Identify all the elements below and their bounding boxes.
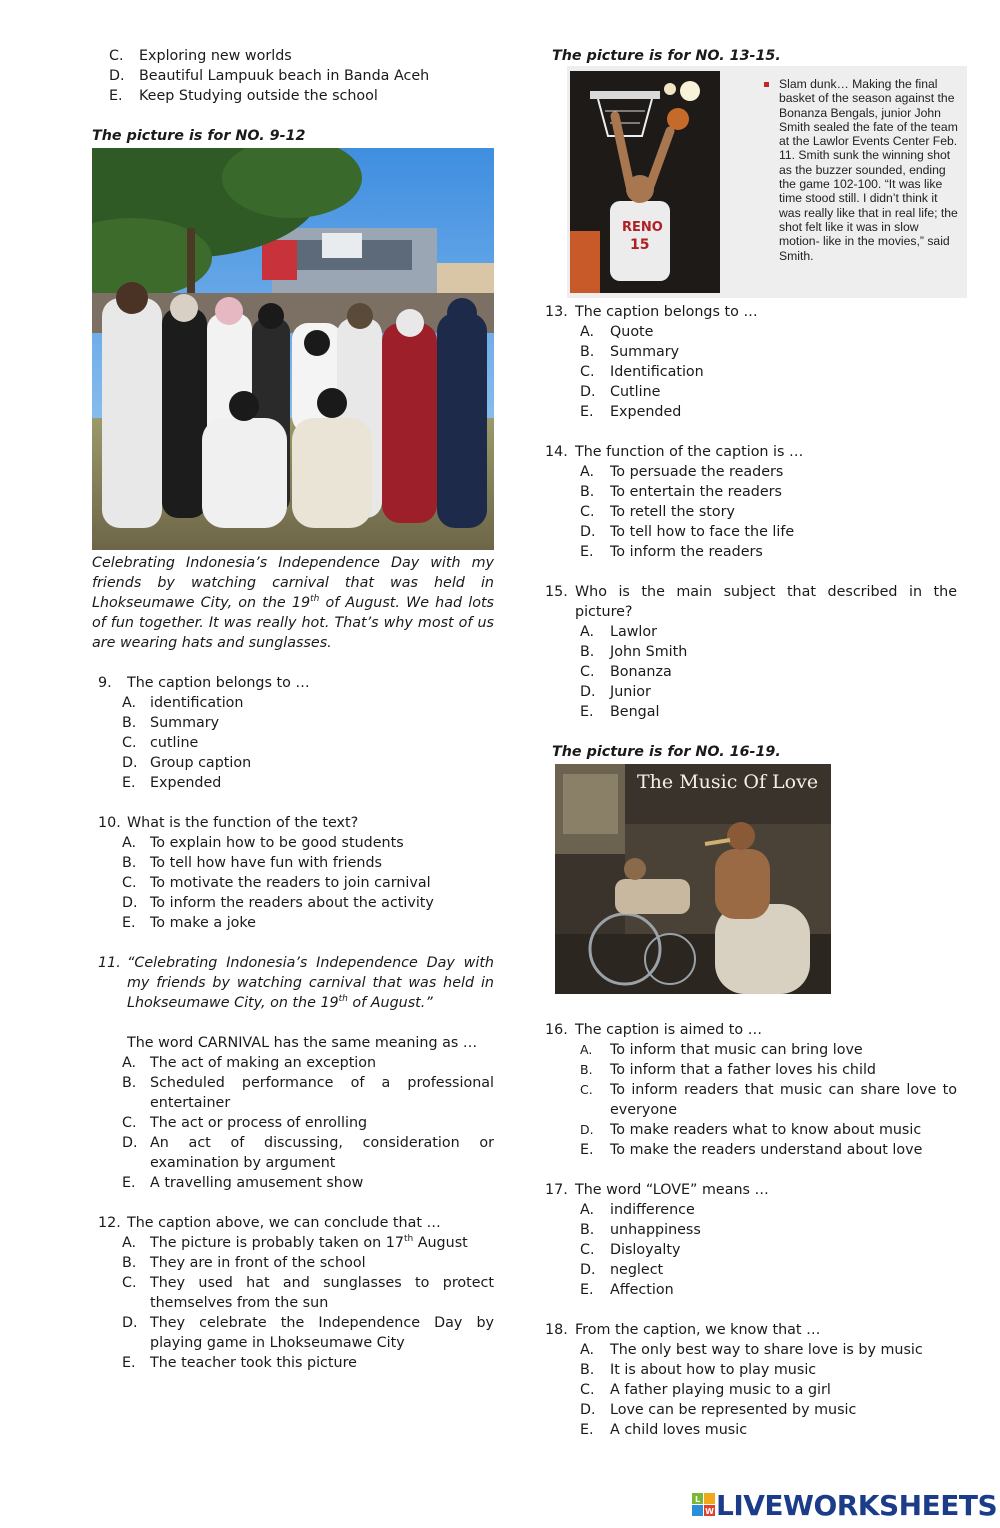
question-10: [92, 813, 494, 933]
q14-option-c[interactable]: C. To retell the story: [580, 504, 735, 520]
q9-option-a[interactable]: A. identification: [122, 695, 244, 711]
liveworksheets-logo-icon: [692, 1491, 716, 1519]
q11-option-b[interactable]: B. Scheduled performance of a professional entertainer: [122, 1075, 494, 1111]
question-11-stem: The word CARNIVAL has the same meaning as …: [127, 1035, 478, 1051]
bullet-marker: [764, 77, 774, 87]
question-11-quote: 11. “Celebrating Indonesia’s Independence Day with my friends by watching carnival that was held in Lhokseumawe City, on the 19th of August.”: [98, 955, 494, 1011]
q10-option-e[interactable]: E. To make a joke: [122, 915, 256, 931]
right-column: [545, 46, 957, 1440]
q11-option-a[interactable]: A. The act of making an exception: [122, 1055, 377, 1071]
question-11-options: [92, 1053, 494, 1193]
q16-option-b[interactable]: B. To inform that a father loves his child: [580, 1062, 877, 1078]
q17-option-c[interactable]: C. Disloyalty: [580, 1242, 681, 1258]
q11-option-e[interactable]: E. A travelling amusement show: [122, 1175, 364, 1191]
q18-option-b[interactable]: B. It is about how to play music: [580, 1362, 817, 1378]
question-14: [545, 442, 957, 562]
jersey-number: 15: [630, 237, 650, 253]
question-15: [545, 582, 957, 722]
logo-icon-letter-w: W: [705, 1507, 714, 1516]
q12-option-c[interactable]: C. They used hat and sunglasses to protect themselves from the sun: [122, 1275, 494, 1311]
question-9-stem: 9. The caption belongs to …: [98, 675, 310, 691]
q17-option-d[interactable]: D. neglect: [580, 1262, 664, 1278]
q10-option-a[interactable]: A. To explain how to be good students: [122, 835, 404, 851]
q18-option-c[interactable]: C. A father playing music to a girl: [580, 1382, 831, 1398]
group-photo-illustration: [92, 148, 494, 550]
q16-option-c[interactable]: C. To inform readers that music can share love to everyone: [580, 1082, 957, 1118]
music-of-love-title: The Music Of Love: [637, 771, 819, 793]
question-14-options: [545, 462, 957, 562]
music-of-love-illustration: [555, 764, 831, 994]
q17-option-e[interactable]: E. Affection: [580, 1282, 674, 1298]
option-c[interactable]: C. Exploring new worlds: [109, 48, 292, 64]
q13-option-c[interactable]: C. Identification: [580, 364, 704, 380]
question-13: [545, 302, 957, 422]
q13-option-e[interactable]: E. Expended: [580, 404, 682, 420]
question-16-options: [545, 1040, 957, 1160]
liveworksheets-logo[interactable]: [692, 1488, 997, 1522]
question-15-stem: 15. Who is the main subject that described in the picture?: [545, 584, 957, 620]
picture-for-9-12: The picture is for NO. 9-12: [92, 128, 306, 144]
q14-option-b[interactable]: B. To entertain the readers: [580, 484, 783, 500]
q16-option-d[interactable]: D. To make readers what to know about music: [580, 1122, 922, 1138]
q9-option-b[interactable]: B. Summary: [122, 715, 220, 731]
logo-icon-letter-l: L: [694, 1495, 701, 1504]
q9-option-e[interactable]: E. Expended: [122, 775, 222, 791]
q15-option-a[interactable]: A. Lawlor: [580, 624, 658, 640]
q13-option-b[interactable]: B. Summary: [580, 344, 680, 360]
question-18-stem: 18. From the caption, we know that …: [545, 1322, 821, 1338]
q12-option-b[interactable]: B. They are in front of the school: [122, 1255, 366, 1271]
question-16-stem: 16. The caption is aimed to …: [545, 1022, 762, 1038]
question-17: [545, 1180, 957, 1300]
question-11: [92, 953, 494, 1193]
basketball-photo: [570, 71, 720, 293]
q10-option-c[interactable]: C. To motivate the readers to join carnival: [122, 875, 431, 891]
question-9: [92, 673, 494, 793]
music-of-love-photo: [555, 764, 831, 994]
question-9-options: [92, 693, 494, 793]
liveworksheets-logo-text: LIVEWORKSHEETS: [716, 1488, 998, 1522]
q12-option-e[interactable]: E. The teacher took this picture: [122, 1355, 357, 1371]
question-17-options: [545, 1200, 957, 1300]
picture-for-13-15: The picture is for NO. 13-15.: [552, 48, 781, 64]
option-e[interactable]: E. Keep Studying outside the school: [109, 88, 378, 104]
slam-dunk-clipping: [567, 66, 967, 298]
q15-option-b[interactable]: B. John Smith: [580, 644, 688, 660]
question-13-stem: 13. The caption belongs to …: [545, 304, 758, 320]
question-12-stem: 12. The caption above, we can conclude that …: [98, 1215, 441, 1231]
q17-option-a[interactable]: A. indifference: [580, 1202, 695, 1218]
q12-option-a[interactable]: A. The picture is probably taken on 17th August: [122, 1234, 468, 1251]
q16-option-e[interactable]: E. To make the readers understand about love: [580, 1142, 923, 1158]
picture-for-16-19: The picture is for NO. 16-19.: [552, 744, 781, 760]
option-d[interactable]: D. Beautiful Lampuuk beach in Banda Aceh: [109, 68, 430, 84]
q11-option-d[interactable]: D. An act of discussing, consideration or examination by argument: [122, 1135, 494, 1171]
question-16: [545, 1020, 957, 1160]
q10-option-d[interactable]: D. To inform the readers about the activity: [122, 895, 434, 911]
top-options: [92, 46, 494, 106]
q15-option-e[interactable]: E. Bengal: [580, 704, 660, 720]
question-12-options: [92, 1233, 494, 1373]
q12-option-d[interactable]: D. They celebrate the Independence Day by playing game in Lhokseumawe City: [122, 1315, 494, 1351]
q14-option-d[interactable]: D. To tell how to face the life: [580, 524, 795, 540]
q13-option-a[interactable]: A. Quote: [580, 324, 654, 340]
q9-option-d[interactable]: D. Group caption: [122, 755, 252, 771]
q18-option-e[interactable]: E. A child loves music: [580, 1422, 748, 1438]
q14-option-a[interactable]: A. To persuade the readers: [580, 464, 784, 480]
q14-option-e[interactable]: E. To inform the readers: [580, 544, 763, 560]
question-15-options: [545, 622, 957, 722]
question-18-options: [545, 1340, 957, 1440]
left-column: [92, 46, 494, 1373]
jersey-text: RENO: [622, 220, 663, 235]
q15-option-c[interactable]: C. Bonanza: [580, 664, 672, 680]
question-13-options: [545, 322, 957, 422]
q11-option-c[interactable]: C. The act or process of enrolling: [122, 1115, 368, 1131]
question-14-stem: 14. The function of the caption is …: [545, 444, 804, 460]
photo-caption: Celebrating Indonesia’s Independence Day with my friends by watching carnival that was held in Lhokseumawe City, on the 19th of August. We had lots of fun together. It was really hot. That’s why most of us are wearing hats and sunglasses.: [92, 555, 495, 651]
question-17-stem: 17. The word “LOVE” means …: [545, 1182, 769, 1198]
slam-dunk-caption: Slam dunk… Making the final basket of the season against the Bonanza Bengals, junior John Smith sealed the fate of the team at the Lawlor Events Center Feb. 11. Smith sunk the winning shot as the buzzer sounded, ending the game 102-100. “It was like time stood still. I didn’t think it was really like that in real life; the shot felt like it was in slow motion- like in the movies,” said Smith.: [779, 77, 958, 263]
q18-option-a[interactable]: A. The only best way to share love is by music: [580, 1342, 923, 1358]
q13-option-d[interactable]: D. Cutline: [580, 384, 661, 400]
group-photo: [92, 148, 494, 550]
q16-option-a[interactable]: A. To inform that music can bring love: [580, 1042, 863, 1058]
q10-option-b[interactable]: B. To tell how have fun with friends: [122, 855, 382, 871]
question-18: [545, 1320, 957, 1440]
q9-option-c[interactable]: C. cutline: [122, 735, 199, 751]
q18-option-d[interactable]: D. Love can be represented by music: [580, 1402, 857, 1418]
q15-option-d[interactable]: D. Junior: [580, 684, 651, 700]
question-12: [92, 1213, 494, 1373]
question-10-options: [92, 833, 494, 933]
question-10-stem: 10. What is the function of the text?: [98, 815, 359, 831]
q17-option-b[interactable]: B. unhappiness: [580, 1222, 701, 1238]
